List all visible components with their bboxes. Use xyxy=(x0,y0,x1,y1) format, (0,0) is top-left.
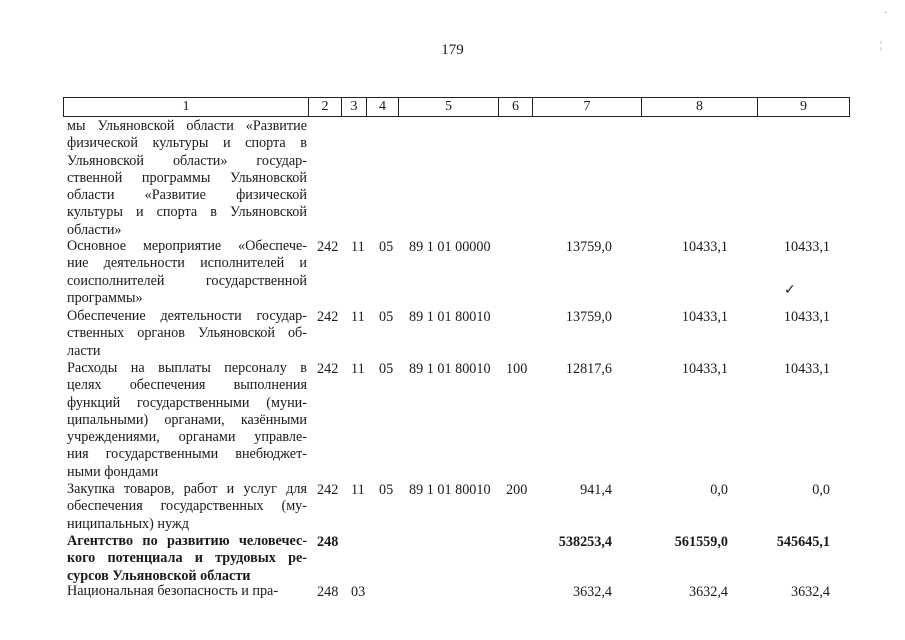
description-line: кого потенциала и трудовых ре- xyxy=(67,550,307,567)
description-line: области «Развитие физической xyxy=(67,187,307,204)
scan-mark: ✓ xyxy=(784,283,796,298)
cell-c9: 10433,1 xyxy=(783,309,830,325)
cell-c8: 10433,1 xyxy=(681,309,728,325)
cell-c9: 10433,1 xyxy=(783,239,830,255)
cell-c3: 11 xyxy=(351,239,365,255)
description-line: Основное мероприятие «Обеспече- xyxy=(67,238,307,254)
header-col-8: 8 xyxy=(641,97,758,117)
row-description xyxy=(67,481,307,533)
row-description xyxy=(67,583,307,600)
header-col-4: 4 xyxy=(366,97,399,117)
description-line: физической культуры и спорта в xyxy=(67,135,307,152)
description-line: сурсов Ульяновской области xyxy=(67,567,251,584)
description-line: ственной программы Ульяновской xyxy=(67,169,307,186)
page-number: 179 xyxy=(441,42,464,58)
cell-c3: 11 xyxy=(351,482,365,498)
header-col-5: 5 xyxy=(398,97,499,117)
cell-c2: 242 xyxy=(317,482,339,498)
cell-c7: 13759,0 xyxy=(565,309,612,325)
description-line: Закупка товаров, работ и услуг для xyxy=(67,481,307,497)
cell-c2: 248 xyxy=(317,584,339,600)
cell-c8: 561559,0 xyxy=(674,534,728,550)
cell-c2: 242 xyxy=(317,361,339,377)
cell-c7: 12817,6 xyxy=(565,361,612,377)
cell-c5: 89 1 01 00000 xyxy=(409,239,491,255)
description-line: ния государственными внебюджет- xyxy=(67,446,307,463)
header-col-7: 7 xyxy=(532,97,642,117)
cell-c2: 242 xyxy=(317,239,339,255)
description-line: Агентство по развитию человечес- xyxy=(67,533,307,549)
cell-c2: 242 xyxy=(317,309,339,325)
row-description xyxy=(67,308,307,360)
header-col-3: 3 xyxy=(341,97,367,117)
cell-c5: 89 1 01 80010 xyxy=(409,309,491,325)
scan-mark: · xyxy=(884,8,888,19)
cell-c4: 05 xyxy=(379,309,394,325)
cell-c9: 3632,4 xyxy=(790,584,830,600)
description-line: ниципальных) нужд xyxy=(67,515,189,532)
description-line: функций государственными (муни- xyxy=(67,394,307,411)
cell-c6: 100 xyxy=(506,361,528,377)
description-line: целях обеспечения выполнения xyxy=(67,377,307,394)
cell-c8: 0,0 xyxy=(710,482,728,498)
header-col-9: 9 xyxy=(757,97,850,117)
row-description xyxy=(67,118,307,239)
cell-c7: 538253,4 xyxy=(558,534,612,550)
row-description xyxy=(67,533,307,585)
description-line: соисполнителей государственной xyxy=(67,272,307,289)
description-line: Ульяновской области» государ- xyxy=(67,152,307,169)
row-description xyxy=(67,238,307,307)
cell-c9: 10433,1 xyxy=(783,361,830,377)
description-line: обеспечения государственных (му- xyxy=(67,498,307,515)
cell-c8: 3632,4 xyxy=(688,584,728,600)
description-line: ние деятельности исполнителей и xyxy=(67,255,307,272)
cell-c8: 10433,1 xyxy=(681,361,728,377)
cell-c6: 200 xyxy=(506,482,528,498)
description-line: культуры и спорта в Ульяновской xyxy=(67,204,307,221)
description-line: мы Ульяновской области «Развитие xyxy=(67,118,307,134)
row-description xyxy=(67,360,307,481)
description-line: области» xyxy=(67,221,122,238)
cell-c4: 05 xyxy=(379,482,394,498)
header-col-1: 1 xyxy=(63,97,309,117)
description-line: ципальными) органами, казёнными xyxy=(67,411,307,428)
cell-c7: 3632,4 xyxy=(572,584,612,600)
description-line: учреждениями, органами управле- xyxy=(67,429,307,446)
cell-c5: 89 1 01 80010 xyxy=(409,361,491,377)
scan-mark: ¦ xyxy=(880,40,883,51)
cell-c5: 89 1 01 80010 xyxy=(409,482,491,498)
cell-c3: 03 xyxy=(351,584,366,600)
description-line: ственных органов Ульяновской об- xyxy=(67,325,307,342)
description-line: Обеспечение деятельности государ- xyxy=(67,308,307,324)
cell-c7: 13759,0 xyxy=(565,239,612,255)
cell-c3: 11 xyxy=(351,309,365,325)
header-col-6: 6 xyxy=(498,97,533,117)
cell-c7: 941,4 xyxy=(580,482,612,498)
description-line: ными фондами xyxy=(67,463,159,480)
cell-c9: 545645,1 xyxy=(776,534,830,550)
description-line: программы» xyxy=(67,289,143,306)
cell-c3: 11 xyxy=(351,361,365,377)
description-line: ласти xyxy=(67,342,101,359)
header-col-2: 2 xyxy=(308,97,342,117)
cell-c8: 10433,1 xyxy=(681,239,728,255)
cell-c4: 05 xyxy=(379,239,394,255)
cell-c9: 0,0 xyxy=(812,482,830,498)
description-line: Национальная безопасность и пра- xyxy=(67,583,279,599)
cell-c2: 248 xyxy=(317,534,339,550)
cell-c4: 05 xyxy=(379,361,394,377)
description-line: Расходы на выплаты персоналу в xyxy=(67,360,307,376)
